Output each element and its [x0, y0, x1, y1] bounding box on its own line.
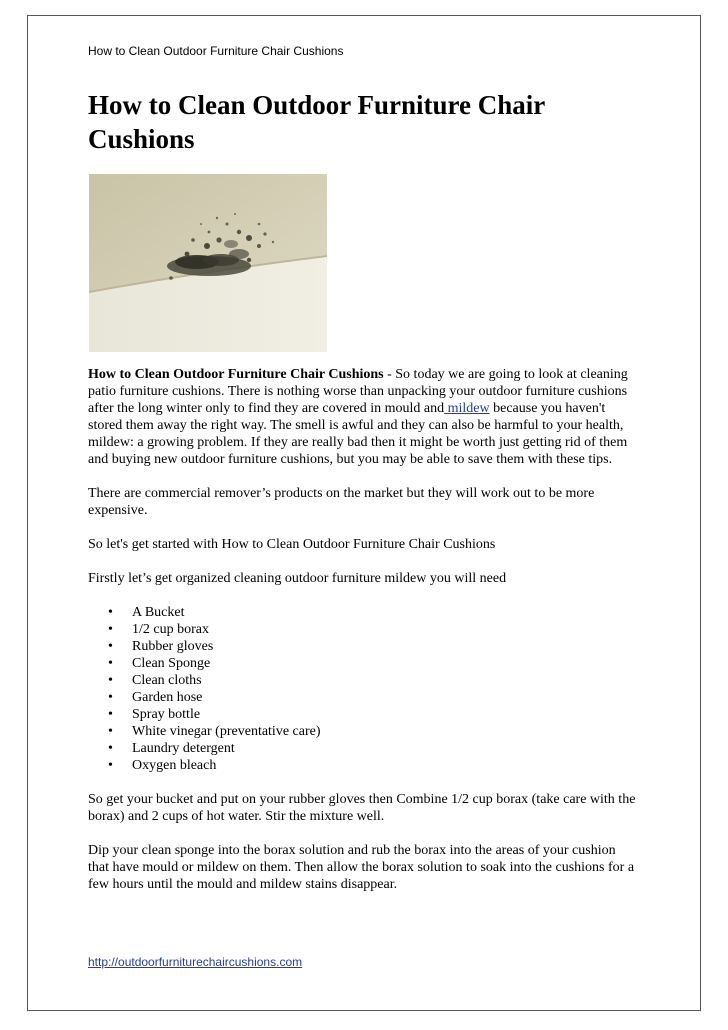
supply-item: Garden hose — [132, 690, 203, 705]
list-item — [88, 723, 638, 740]
supply-item: A Bucket — [132, 605, 185, 620]
paragraph-sponge: Dip your clean sponge into the borax solution and rub the borax into the areas of your cushion that have mould or mildew on them. Then allow the borax solution to soak into the cushions for a few hours until the mould and mildew stains disappear. — [88, 843, 635, 892]
intro-paragraph — [88, 366, 638, 468]
supply-item: Oxygen bleach — [132, 758, 217, 773]
bullet-glyph: • — [108, 690, 113, 705]
list-item — [88, 604, 638, 621]
intro-text-2: because you haven't stored them away the right way. The smell is awful and they can also be harmful to your health, mildew: a growing problem. If they are really bad then it might be worth just getting rid of them and buying new outdoor furniture cushions, but you may be able to save them with these tips. — [88, 401, 628, 467]
list-item — [88, 672, 638, 689]
bullet-glyph: • — [108, 707, 113, 722]
paragraph-supplies-intro: Firstly let’s get organized cleaning outdoor furniture mildew you will need — [88, 571, 507, 586]
supplies-list — [88, 604, 638, 774]
supply-item: Spray bottle — [132, 707, 201, 722]
running-header: How to Clean Outdoor Furniture Chair Cushions — [88, 44, 344, 58]
list-item — [88, 740, 638, 757]
list-item — [88, 621, 638, 638]
list-item — [88, 706, 638, 723]
paragraph-get-started: So let's get started with How to Clean Outdoor Furniture Chair Cushions — [88, 537, 496, 552]
footer-url-link[interactable]: http://outdoorfurniturechaircushions.com — [88, 955, 303, 969]
bullet-glyph: • — [108, 741, 113, 756]
bullet-glyph: • — [108, 673, 113, 688]
bullet-glyph: • — [108, 758, 113, 773]
list-item — [88, 689, 638, 706]
mildew-link[interactable]: mildew — [444, 401, 490, 416]
article-body — [88, 366, 638, 910]
supply-item: Clean Sponge — [132, 656, 211, 671]
bullet-glyph: • — [108, 605, 113, 620]
supply-item: Clean cloths — [132, 673, 202, 688]
mildew-photo — [89, 174, 327, 352]
supply-item: Laundry detergent — [132, 741, 235, 756]
supply-item: 1/2 cup borax — [132, 622, 209, 637]
list-item — [88, 757, 638, 774]
paragraph-borax-mix: So get your bucket and put on your rubber gloves then Combine 1/2 cup borax (take care with the borax) and 2 cups of hot water. Stir the mixture well. — [88, 792, 636, 824]
bullet-glyph: • — [108, 622, 113, 637]
paragraph-commercial-removers: There are commercial remover’s products on the market but they will work out to be more expensive. — [88, 486, 595, 518]
intro-text-1: - So today we are going to look at cleaning patio furniture cushions. There is nothing worse than unpacking your outdoor furniture cushions after the long winter only to find they are covered in mould and — [88, 367, 628, 416]
bullet-glyph: • — [108, 724, 113, 739]
mildew-photo-graphic — [89, 174, 327, 352]
bullet-glyph: • — [108, 656, 113, 671]
supply-item: Rubber gloves — [132, 639, 214, 654]
supply-item: White vinegar (preventative care) — [132, 724, 321, 739]
list-item — [88, 655, 638, 672]
page-title: How to Clean Outdoor Furniture Chair Cushions — [88, 90, 545, 154]
intro-lead: How to Clean Outdoor Furniture Chair Cushions — [88, 367, 384, 382]
list-item — [88, 638, 638, 655]
bullet-glyph: • — [108, 639, 113, 654]
